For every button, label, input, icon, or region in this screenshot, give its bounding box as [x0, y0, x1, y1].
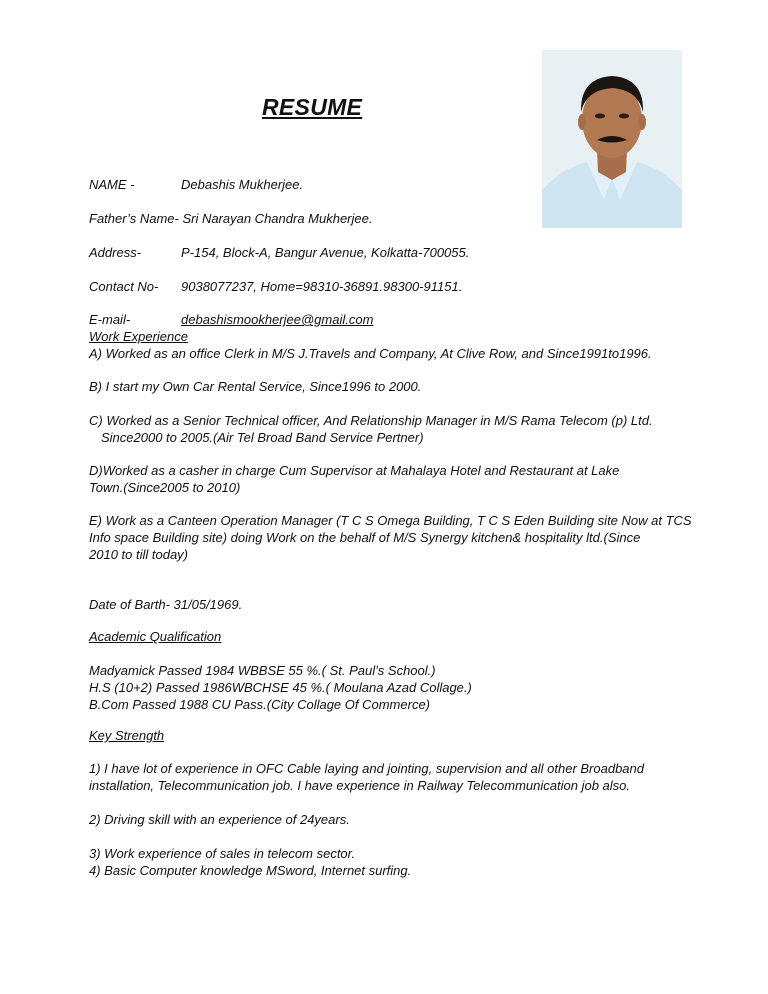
contact-row [89, 278, 463, 295]
work-item-c: C) Worked as a Senior Technical officer, And Relationship Manager in M/S Rama Telecom (p) Ltd. [89, 413, 653, 428]
work-item-b: B) I start my Own Car Rental Service, Since1996 to 2000. [89, 379, 422, 394]
work-item-a: A) Worked as an office Clerk in M/S J.Travels and Company, At Clive Row, and Since1991to1996. [89, 346, 652, 361]
contact-value: 9038077237, Home=98310-36891.98300-91151. [181, 279, 463, 294]
strength-item-1: 1) I have lot of experience in OFC Cable laying and jointing, supervision and all other Broadband [89, 761, 645, 776]
work-item-d-cont: Town.(Since2005 to 2010) [89, 480, 241, 495]
strength-item-3: 3) Work experience of sales in telecom sector. [89, 846, 356, 861]
email-label: E-mail- [89, 312, 131, 327]
address-row [89, 244, 470, 261]
key-strength-heading: Key Strength [89, 728, 165, 743]
father-name-row: Father’s Name- Sri Narayan Chandra Mukherjee. [89, 211, 373, 226]
academic-item: Madyamick Passed 1984 WBBSE 55 %.( St. Paul’s School.) [89, 663, 436, 678]
page-title: RESUME [262, 94, 363, 120]
name-row [89, 176, 304, 193]
work-experience-heading: Work Experience [89, 329, 188, 344]
address-value: P-154, Block-A, Bangur Avenue, Kolkatta-700055. [181, 245, 470, 260]
date-of-birth: Date of Barth- 31/05/1969. [89, 597, 243, 612]
email-row [89, 311, 374, 328]
strength-item-1-cont: installation, Telecommunication job. I have experience in Railway Telecommunication job also. [89, 778, 630, 793]
email-link[interactable]: debashismookherjee@gmail.com [181, 312, 374, 327]
name-value: Debashis Mukherjee. [181, 177, 304, 192]
work-item-e: E) Work as a Canteen Operation Manager (T C S Omega Building, T C S Eden Building site Now at TCS [89, 513, 692, 528]
name-label: NAME - [89, 177, 135, 192]
academic-item: B.Com Passed 1988 CU Pass.(City Collage Of Commerce) [89, 697, 431, 712]
academic-heading: Academic Qualification [89, 629, 222, 644]
academic-item: H.S (10+2) Passed 1986WBCHSE 45 %.( Moulana Azad Collage.) [89, 680, 472, 695]
address-label: Address- [89, 245, 142, 260]
strength-item-2: 2) Driving skill with an experience of 24years. [89, 812, 350, 827]
strength-item-4: 4) Basic Computer knowledge MSword, Internet surfing. [89, 863, 412, 878]
work-item-e-cont2: 2010 to till today) [89, 547, 189, 562]
work-item-e-cont: Info space Building site) doing Work on the behalf of M/S Synergy kitchen& hospitality ltd.(Since [89, 530, 641, 545]
work-item-d: D)Worked as a casher in charge Cum Supervisor at Mahalaya Hotel and Restaurant at Lake [89, 463, 620, 478]
contact-label: Contact No- [89, 279, 159, 294]
work-item-c-cont: Since2000 to 2005.(Air Tel Broad Band Service Pertner) [101, 430, 424, 445]
profile-photo [542, 50, 682, 228]
